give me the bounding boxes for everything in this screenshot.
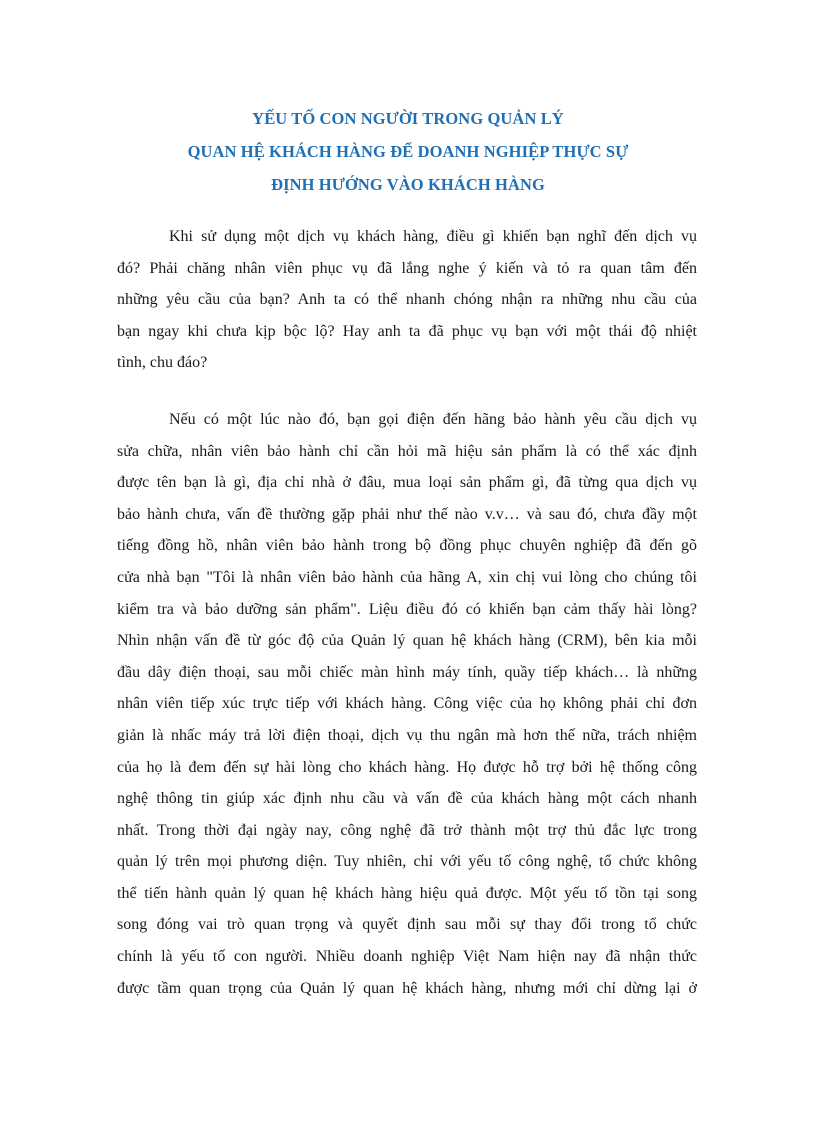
paragraph-line: bạn ngay khi chưa kịp bộc lộ? Hay anh ta đã phục vụ bạn với một thái độ nhiệt: [117, 322, 697, 340]
paragraph-line: tình, chu đáo?: [117, 354, 208, 372]
title-line-1: YẾU TỐ CON NGƯỜI TRONG QUẢN LÝ: [252, 109, 564, 128]
paragraph-line: nghệ thông tin giúp xác định nhu cầu và vấn đề của khách hàng một cách nhanh: [117, 790, 697, 808]
paragraph-line: được tầm quan trọng của Quản lý quan hệ khách hàng, nhưng mới chỉ dừng lại ở: [117, 979, 697, 997]
paragraph-line: nhân viên tiếp xúc trực tiếp với khách hàng. Công việc của họ không phải chỉ đơn: [117, 695, 697, 713]
title-line-2: QUAN HỆ KHÁCH HÀNG ĐỂ DOANH NGHIỆP THỰC SỰ: [187, 142, 629, 161]
paragraph-line: song đóng vai trò quan trọng và quyết định sau mỗi sự thay đổi trong tổ chức: [117, 916, 697, 934]
paragraph-line: đó? Phải chăng nhân viên phục vụ đã lắng nghe ý kiến và tỏ ra quan tâm đến: [117, 259, 697, 277]
paragraph-1: [117, 221, 697, 379]
paragraph-line: những yêu cầu của bạn? Anh ta có thể nhanh chóng nhận ra những nhu cầu của: [117, 291, 697, 309]
paragraph-line: Nếu có một lúc nào đó, bạn gọi điện đến hãng bảo hành yêu cầu dịch vụ: [169, 410, 697, 428]
title-line-3: ĐỊNH HƯỚNG VÀO KHÁCH HÀNG: [271, 175, 545, 194]
paragraph-line: kiểm tra và bảo dưỡng sản phẩm". Liệu điều đó có khiến bạn cảm thấy hài lòng?: [117, 600, 697, 618]
paragraph-line: của họ là đem đến sự hài lòng cho khách hàng. Họ được hỗ trợ bởi hệ thống công: [117, 758, 697, 776]
document-title: [0, 102, 816, 201]
paragraph-line: tiếng đồng hồ, nhân viên bảo hành trong bộ đồng phục chuyên nghiệp đã đến gõ: [117, 537, 697, 555]
paragraph-line: quản lý trên mọi phương diện. Tuy nhiên, chỉ với yếu tố công nghệ, tổ chức không: [117, 853, 697, 871]
document-body: [117, 221, 697, 1004]
paragraph-line: nhất. Trong thời đại ngày nay, công nghệ đã trở thành một trợ thủ đắc lực trong: [117, 821, 697, 839]
paragraph-line: cửa nhà bạn "Tôi là nhân viên bảo hành của hãng A, xin chị vui lòng cho chúng tôi: [117, 568, 697, 586]
paragraph-line: Khi sử dụng một dịch vụ khách hàng, điều gì khiến bạn nghĩ đến dịch vụ: [169, 228, 697, 245]
paragraph-2: [117, 404, 697, 1004]
paragraph-line: đầu dây điện thoại, sau mỗi chiếc màn hình máy tính, quầy tiếp khách… là những: [117, 663, 697, 681]
paragraph-line: chính là yếu tố con người. Nhiều doanh nghiệp Việt Nam hiện nay đã nhận thức: [117, 948, 697, 966]
paragraph-line: sửa chữa, nhân viên bảo hành chỉ cần hỏi mã hiệu sản phẩm là có thể xác định: [117, 442, 697, 460]
paragraph-line: Nhìn nhận vấn đề từ góc độ của Quản lý quan hệ khách hàng (CRM), bên kia mỗi: [117, 632, 697, 650]
paragraph-line: thể tiến hành quản lý quan hệ khách hàng hiệu quả được. Một yếu tố tồn tại song: [117, 884, 697, 902]
paragraph-line: giản là nhấc máy trả lời điện thoại, dịch vụ thu ngân mà hơn thế nữa, trách nhiệm: [117, 726, 697, 744]
paragraph-line: được tên bạn là gì, địa chỉ nhà ở đâu, mua loại sản phẩm gì, đã từng qua dịch vụ: [117, 474, 697, 492]
paragraph-line: bảo hành chưa, vấn đề thường gặp phải như thế nào v.v… và sau đó, chưa đầy một: [117, 505, 697, 523]
